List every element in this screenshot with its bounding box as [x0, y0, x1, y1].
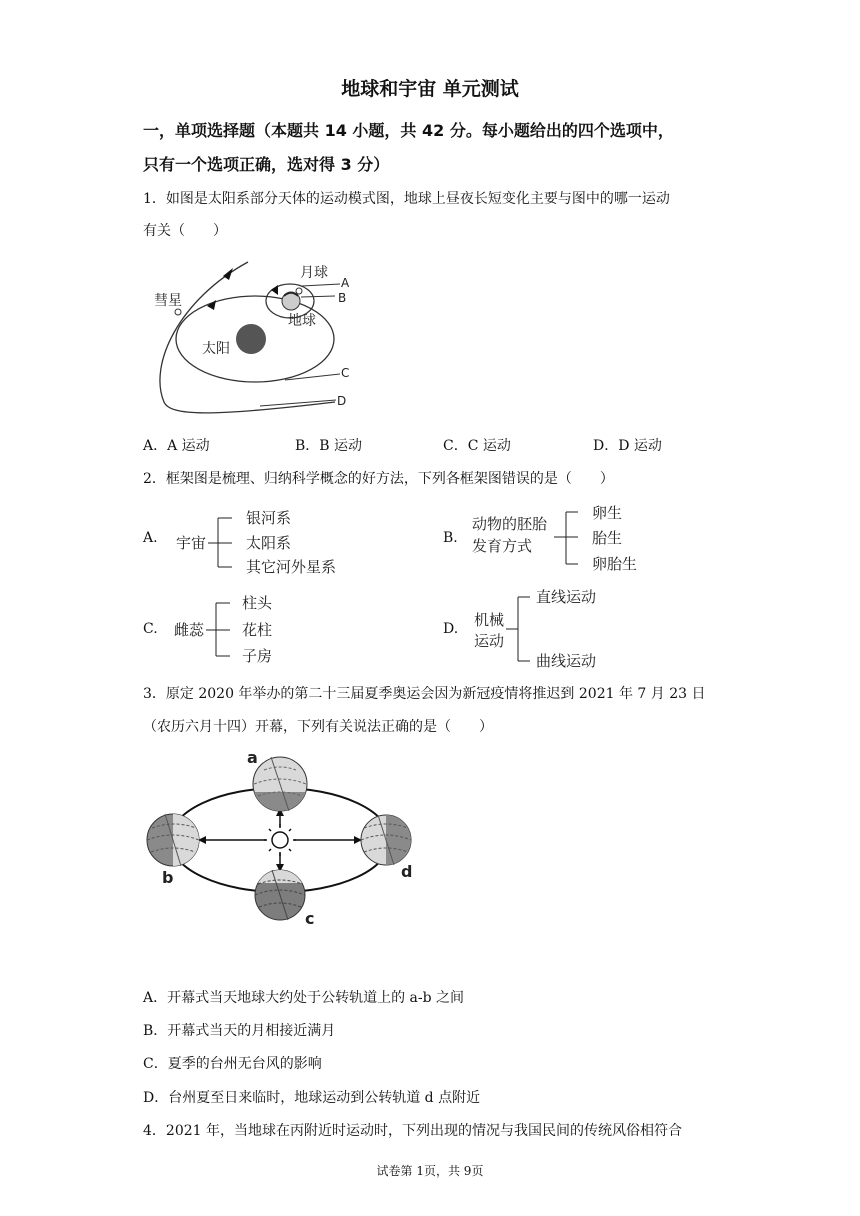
tree-d-root-2: 运动 [474, 632, 505, 650]
q1-option-b[interactable]: B．B 运动 [295, 438, 363, 454]
tree-a-root: 宇宙 [176, 534, 207, 552]
section-heading-line2: 只有一个选项正确，选对得 3 分） [143, 155, 390, 174]
label-orbit-a: a [247, 748, 258, 767]
q3-stem-line2: （农历六月十四）开幕，下列有关说法正确的是（ ） [143, 719, 493, 735]
tree-c-item-1: 柱头 [242, 594, 273, 612]
tree-c-item-3: 子房 [242, 647, 273, 665]
q1-option-a[interactable]: A．A 运动 [143, 438, 210, 454]
tree-c-root: 雌蕊 [174, 621, 205, 639]
label-sun: 太阳 [202, 341, 230, 357]
q2-option-a-tree [170, 503, 360, 579]
label-moon: 月球 [300, 265, 328, 281]
q2-option-b-label[interactable]: B. [443, 530, 458, 546]
section-heading-line1: 一，单项选择题（本题共 14 小题，共 42 分。每小题给出的四个选项中， [143, 121, 674, 140]
q3-stem-line1: 3．原定 2020 年举办的第二十三届夏季奥运会因为新冠疫情将推迟到 2021 年 7 月 23 日 [143, 686, 706, 702]
q1-stem-line1: 1．如图是太阳系部分天体的运动模式图，地球上昼夜长短变化主要与图中的哪一运动 [143, 191, 670, 207]
q2-option-d-label[interactable]: D. [443, 621, 459, 637]
q3-option-a[interactable]: A．开幕式当天地球大约处于公转轨道上的 a-b 之间 [143, 990, 465, 1006]
q3-option-b[interactable]: B．开幕式当天的月相接近满月 [143, 1023, 336, 1039]
q2-option-d-tree [470, 585, 650, 673]
q3-option-d[interactable]: D．台州夏至日来临时，地球运动到公转轨道 d 点附近 [143, 1090, 481, 1106]
tree-d-item-2: 曲线运动 [536, 652, 597, 670]
tree-b-item-1: 卵生 [592, 504, 623, 522]
label-b: B [338, 291, 347, 305]
page-footer: 试卷第 1页，共 9页 [376, 1164, 484, 1178]
tree-a-item-1: 银河系 [246, 509, 292, 527]
label-c: C [341, 366, 350, 380]
tree-a-item-3: 其它河外星系 [246, 558, 337, 576]
q2-option-c-label[interactable]: C. [143, 621, 158, 637]
label-orbit-b: b [162, 868, 174, 887]
tree-b-item-3: 卵胎生 [592, 555, 638, 573]
tree-c-item-2: 花柱 [242, 621, 273, 639]
label-orbit-d: d [401, 862, 413, 881]
label-earth: 地球 [288, 313, 316, 329]
page-title: 地球和宇宙 单元测试 [341, 78, 519, 100]
q2-stem: 2．框架图是梳理、归纳科学概念的好方法，下列各框架图错误的是（ ） [143, 471, 614, 487]
q2-option-b-tree [470, 500, 660, 578]
tree-d-item-1: 直线运动 [536, 588, 597, 606]
q2-option-c-tree [170, 590, 300, 670]
label-a: A [341, 276, 350, 290]
q2-option-a-label[interactable]: A. [143, 530, 158, 546]
q1-option-c[interactable]: C．C 运动 [443, 438, 511, 454]
label-d: D [337, 394, 347, 408]
earth-orbit-diagram [140, 748, 430, 933]
solar-system-diagram [150, 254, 360, 424]
tree-b-root-2: 发育方式 [472, 537, 533, 555]
label-comet: 彗星 [154, 293, 182, 309]
tree-b-root-1: 动物的胚胎 [472, 515, 548, 533]
tree-a-item-2: 太阳系 [246, 534, 292, 552]
label-orbit-c: c [305, 909, 315, 928]
q4-stem-line1: 4．2021 年，当地球在丙附近时运动时，下列出现的情况与我国民间的传统风俗相符合 [143, 1123, 682, 1139]
q1-stem-line2: 有关（ ） [143, 223, 227, 239]
q1-option-d[interactable]: D．D 运动 [593, 438, 662, 454]
q3-option-c[interactable]: C．夏季的台州无台风的影响 [143, 1056, 322, 1072]
tree-b-item-2: 胎生 [592, 529, 623, 547]
tree-d-root-1: 机械 [474, 611, 505, 629]
